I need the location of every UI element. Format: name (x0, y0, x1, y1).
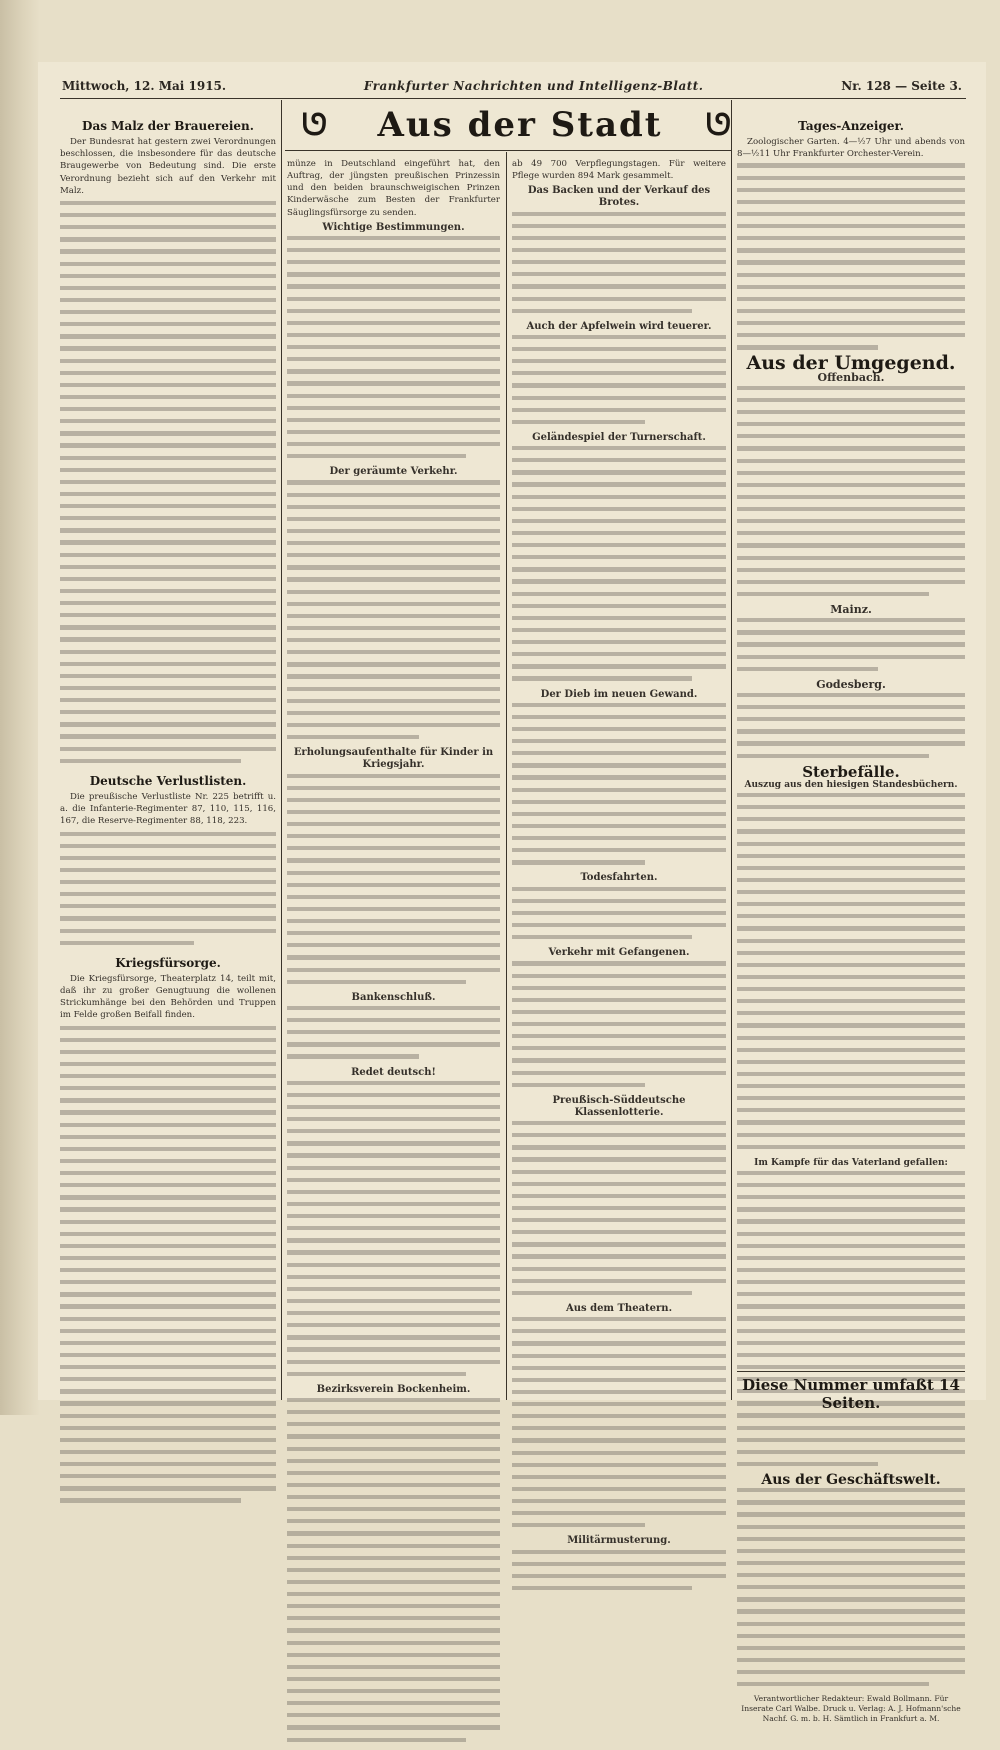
body-lotterie (512, 1121, 726, 1295)
umgegend-offenbach: Offenbach. (817, 370, 885, 384)
footer-rule (737, 1371, 965, 1372)
umgegend-godesberg-body (737, 693, 965, 758)
article-body-kriegsfuersorge (60, 1026, 276, 1503)
tages-anzeiger-body (737, 163, 965, 349)
sterbefaelle-title: Sterbefälle. (802, 762, 900, 781)
umgegend-title: Aus der Umgegend. (746, 352, 956, 375)
column-2 (287, 158, 500, 1750)
article-title-kriegsfuersorge: Kriegsfürsorge. (115, 955, 221, 970)
body-verkehr (287, 480, 500, 739)
column-3 (512, 158, 726, 1598)
body-militaermusterung (512, 1550, 726, 1591)
article-title-verlustlisten: Deutsche Verlustlisten. (89, 773, 247, 788)
imprint: Verantwortlicher Redakteur: Ewald Bollmann. Für Inserate Carl Walbe. Druck u. Verlag: A. J. Hofmann'sche Nachf. G. m. b. H. Sämtlich in Frankfurt a. M. (741, 1694, 961, 1724)
header-page-number: Nr. 128 — Seite 3. (841, 79, 962, 93)
umgegend-offenbach-body (737, 386, 965, 596)
section-title: Aus der Stadt (377, 105, 663, 145)
column-divider-1 (281, 100, 282, 1400)
article-lead-malz: Der Bundesrat hat gestern zwei Verordnungen beschlossen, die insbesondere für das deutsche Braugewerbe von Bedeutung sind. Die erste Verordnung bezieht sich auf den Verkehr mit Malz. (60, 137, 276, 196)
body-bezirksverein (287, 1398, 500, 1742)
header-date: Mittwoch, 12. Mai 1915. (62, 79, 227, 93)
body-redet-deutsch (287, 1081, 500, 1376)
header-rule (60, 98, 966, 99)
body-gelaendespiel (512, 446, 726, 681)
heading-militaermusterung: Militärmusterung. (567, 1535, 671, 1547)
section-masthead (300, 101, 740, 149)
geschaeftswelt-title: Aus der Geschäftswelt. (761, 1472, 941, 1489)
tages-anzeiger-lead: Zoologischer Garten. 4—½7 Uhr und abends von 8—½11 Uhr Frankfurter Orchester-Verein. (737, 137, 965, 160)
column-2-lead: münze in Deutschland eingeführt hat, den Auftrag, der jüngsten preußischen Prinzessin und den beiden braunschweigischen Prinzen Kinderwäsche zum Besten der Frankfurter Säuglingsfürsorge zu senden. (287, 159, 500, 218)
body-gefangene (512, 961, 726, 1086)
umgegend-mainz-body (737, 618, 965, 671)
column-3-lead: ab 49 700 Verpflegungstagen. Für weitere Pflege wurden 894 Mark gesammelt. (512, 159, 726, 182)
article-body-verlustlisten (60, 832, 276, 945)
heading-bankenschluss: Bankenschluß. (351, 991, 436, 1003)
heading-verkehr: Der geräumte Verkehr. (329, 466, 458, 478)
column-1 (60, 120, 276, 1511)
heading-gefangene: Verkehr mit Gefangenen. (548, 947, 690, 959)
heading-bezirksverein: Bezirksverein Bockenheim. (316, 1383, 471, 1395)
header-paper-name: Frankfurter Nachrichten und Intelligenz-Blatt. (363, 79, 704, 93)
tages-anzeiger-title: Tages-Anzeiger. (798, 119, 904, 133)
issue-page-count: Diese Nummer umfaßt 14 Seiten. (742, 1376, 960, 1412)
body-theater (512, 1317, 726, 1527)
heading-wichtige-bestimmungen: Wichtige Bestimmungen. (322, 221, 465, 233)
heading-dieb: Der Dieb im neuen Gewand. (540, 688, 698, 700)
body-bankenschluss (287, 1006, 500, 1059)
umgegend-godesberg: Godesberg. (816, 677, 886, 691)
heading-erholung: Erholungsaufenthalte für Kinder in Kriegsjahr. (293, 747, 494, 771)
column-divider-3 (506, 152, 507, 1400)
heading-apfelwein: Auch der Apfelwein wird teuerer. (526, 320, 712, 332)
page-header (62, 76, 962, 96)
body-todesfahrten (512, 887, 726, 940)
article-title-malz: Das Malz der Brauereien. (82, 119, 254, 133)
heading-theater: Aus dem Theatern. (565, 1302, 673, 1314)
gefallen-list (737, 1171, 965, 1466)
geschaeftswelt-body (737, 1488, 965, 1686)
body-brot (512, 212, 726, 313)
column-4 (737, 120, 965, 1724)
column-divider-2 (731, 100, 732, 1400)
sterbefaelle-subtitle: Auszug aus den hiesigen Standesbüchern. (744, 779, 958, 790)
heading-todesfahrten: Todesfahrten. (580, 872, 658, 884)
left-ornament-icon: ᘎ (302, 108, 327, 143)
heading-lotterie: Preußisch-Süddeutsche Klassenlotterie. (552, 1094, 686, 1118)
heading-redet-deutsch: Redet deutsch! (351, 1066, 436, 1078)
body-wichtige-bestimmungen (287, 236, 500, 458)
heading-gelaendespiel: Geländespiel der Turnerschaft. (532, 431, 706, 443)
body-dieb (512, 703, 726, 865)
sterbefaelle-list (737, 793, 965, 1149)
body-apfelwein (512, 335, 726, 424)
page-binding-shadow (0, 0, 40, 1415)
masthead-rule (285, 150, 731, 151)
article-lead-kriegsfuersorge: Die Kriegsfürsorge, Theaterplatz 14, teilt mit, daß ihr zu großer Genugtuung die wollenen Strickumhänge bei den Behörden und Truppen im Felde großen Beifall finden. (60, 973, 276, 1021)
umgegend-mainz: Mainz. (830, 603, 872, 617)
article-body-malz (60, 201, 276, 763)
heading-brot: Das Backen und der Verkauf des Brotes. (527, 185, 711, 209)
right-ornament-icon: ᘎ (706, 108, 731, 143)
gefallen-subtitle: Im Kampfe für das Vaterland gefallen: (754, 1157, 948, 1168)
article-lead-verlustlisten: Die preußische Verlustliste Nr. 225 betrifft u. a. die Infanterie-Regimenter 87, 110, 115, 116, 167, die Reserve-Regimenter 88, 118, 223. (60, 792, 276, 827)
body-erholung (287, 774, 500, 984)
